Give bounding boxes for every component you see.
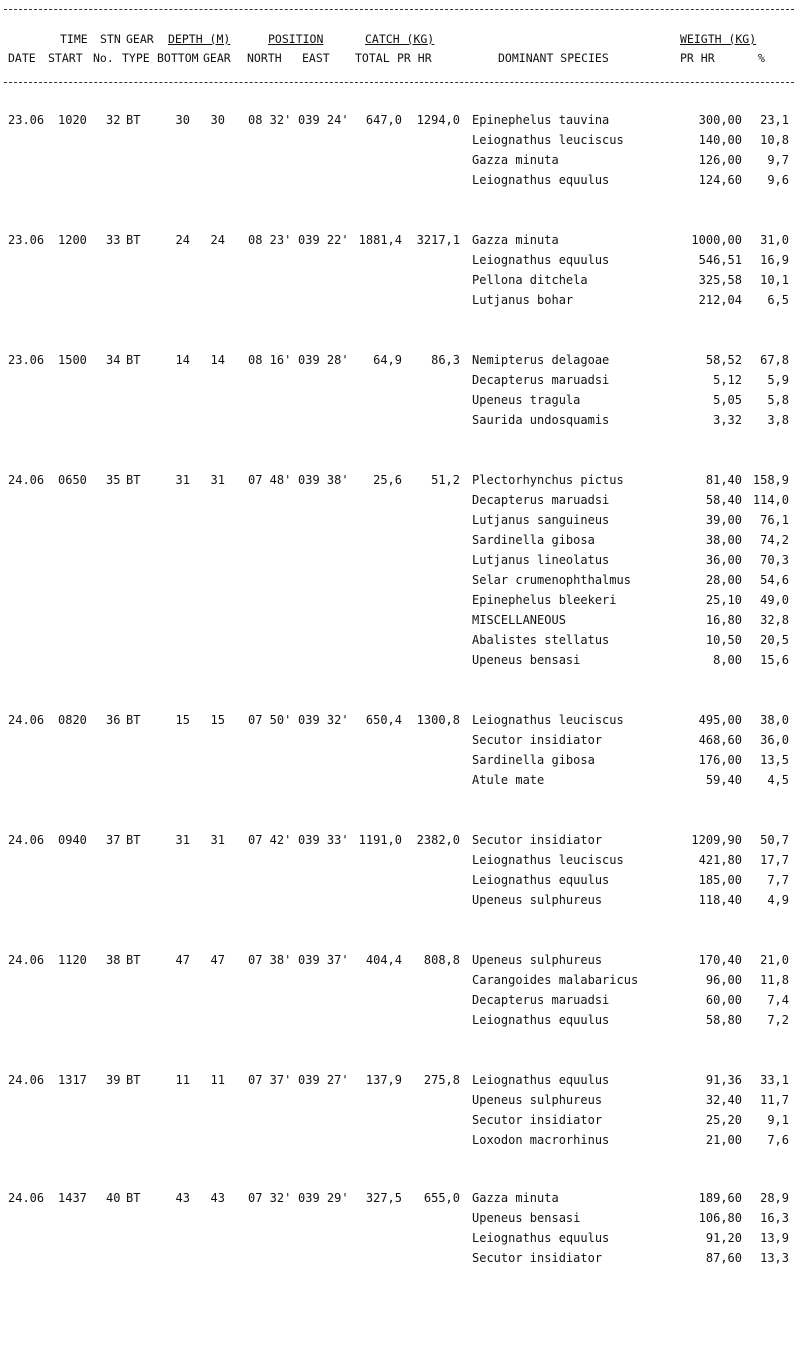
species-name: Secutor insidiator [472,1251,603,1265]
station-total: 404,4 [365,953,402,967]
station-time: 0650 [58,473,87,487]
station-depth-gear: 11 [210,1073,225,1087]
station-pr-hr: 655,0 [423,1191,460,1205]
species-percent: 49,0 [760,593,789,607]
species-percent: 4,9 [767,893,789,907]
species-name: Saurida undosquamis [472,413,610,427]
header-depth-title: DEPTH (M) [168,32,231,46]
top-rule [4,9,794,10]
station-stn: 32 [106,113,121,127]
header-total: TOTAL [355,51,390,65]
station-depth-bottom: 11 [175,1073,190,1087]
species-percent: 158,9 [752,473,789,487]
species-row [472,530,792,550]
header-weigth-pr-hr: PR HR [680,51,715,65]
station-pr-hr: 86,3 [431,353,460,367]
header-pr-hr: PR HR [397,51,432,65]
station-depth-bottom: 31 [175,833,190,847]
species-row [472,970,792,990]
species-name: Gazza minuta [472,233,559,247]
species-name: Lutjanus lineolatus [472,553,610,567]
species-percent: 15,6 [760,653,789,667]
station-north: 07 32' [248,1191,292,1205]
station-pr-hr: 1300,8 [416,713,460,727]
species-name: Decapterus maruadsi [472,993,610,1007]
species-name: Upeneus sulphureus [472,1093,603,1107]
station-stn: 40 [106,1191,121,1205]
station-date: 24.06 [8,1191,45,1205]
header-position-title: POSITION [268,32,324,46]
species-row [472,350,792,370]
species-weight: 185,00 [698,873,742,887]
species-percent: 3,8 [767,413,789,427]
species-weight: 5,12 [713,373,742,387]
species-weight: 21,00 [705,1133,742,1147]
species-weight: 28,00 [705,573,742,587]
species-weight: 91,20 [705,1231,742,1245]
species-percent: 50,7 [760,833,789,847]
species-percent: 5,8 [767,393,789,407]
species-percent: 76,1 [760,513,789,527]
species-name: Abalistes stellatus [472,633,610,647]
species-weight: 59,40 [705,773,742,787]
header-gear-top: GEAR [126,32,154,46]
species-percent: 23,1 [760,113,789,127]
species-row [472,650,792,670]
species-percent: 11,8 [760,973,789,987]
station-pr-hr: 275,8 [423,1073,460,1087]
species-percent: 9,1 [767,1113,789,1127]
species-row [472,990,792,1010]
header-percent: % [758,51,765,65]
station-east: 039 37' [298,953,349,967]
species-percent: 7,4 [767,993,789,1007]
station-date: 23.06 [8,353,45,367]
species-weight: 10,50 [705,633,742,647]
header-time-top: TIME [60,32,88,46]
species-name: Epinephelus bleekeri [472,593,617,607]
species-weight: 58,40 [705,493,742,507]
species-weight: 118,40 [698,893,742,907]
station-east: 039 32' [298,713,349,727]
species-percent: 74,2 [760,533,789,547]
species-name: Upeneus sulphureus [472,893,603,907]
species-name: Atule mate [472,773,545,787]
species-weight: 60,00 [705,993,742,1007]
station-time: 1500 [58,353,87,367]
species-weight: 212,04 [698,293,742,307]
species-name: Secutor insidiator [472,1113,603,1127]
species-weight: 3,32 [713,413,742,427]
species-name: Leiognathus equulus [472,873,610,887]
station-pr-hr: 808,8 [423,953,460,967]
species-row [472,830,792,850]
station-north: 07 38' [248,953,292,967]
header-weigth-title: WEIGTH (KG) [680,32,757,46]
species-percent: 13,5 [760,753,789,767]
species-row [472,590,792,610]
species-name: Selar crumenophthalmus [472,573,631,587]
species-name: Epinephelus tauvina [472,113,610,127]
species-row [472,1110,792,1130]
species-row [472,710,792,730]
species-percent: 16,9 [760,253,789,267]
station-time: 1437 [58,1191,87,1205]
species-row [472,370,792,390]
station-total: 650,4 [365,713,402,727]
station-stn: 38 [106,953,121,967]
station-total: 1881,4 [358,233,402,247]
species-row [472,570,792,590]
station-stn: 37 [106,833,121,847]
species-row [472,1070,792,1090]
species-percent: 28,9 [760,1191,789,1205]
species-row [472,390,792,410]
species-name: Upeneus bensasi [472,653,581,667]
station-north: 08 23' [248,233,292,247]
header-stn-top: STN [100,32,121,46]
station-stn: 39 [106,1073,121,1087]
species-name: Decapterus maruadsi [472,373,610,387]
station-depth-gear: 31 [210,833,225,847]
header-depth-gear: GEAR [203,51,231,65]
species-name: Nemipterus delagoae [472,353,610,367]
species-row [472,610,792,630]
station-depth-gear: 30 [210,113,225,127]
station-east: 039 28' [298,353,349,367]
species-name: Gazza minuta [472,153,559,167]
species-name: Lutjanus sanguineus [472,513,610,527]
station-total: 1191,0 [358,833,402,847]
species-row [472,470,792,490]
station-depth-bottom: 43 [175,1191,190,1205]
station-east: 039 38' [298,473,349,487]
station-depth-gear: 31 [210,473,225,487]
species-name: Pellona ditchela [472,273,588,287]
station-stn: 35 [106,473,121,487]
species-name: Upeneus bensasi [472,1211,581,1225]
header-date: DATE [8,51,36,65]
species-row [472,550,792,570]
station-east: 039 22' [298,233,349,247]
species-weight: 189,60 [698,1191,742,1205]
species-row [472,1090,792,1110]
species-weight: 1000,00 [691,233,742,247]
species-weight: 126,00 [698,153,742,167]
header-depth-bottom: BOTTOM [157,51,199,65]
species-percent: 54,6 [760,573,789,587]
station-total: 64,9 [373,353,402,367]
station-gear: BT [126,1073,141,1087]
species-row [472,770,792,790]
species-row [472,950,792,970]
species-weight: 325,58 [698,273,742,287]
station-date: 24.06 [8,473,45,487]
station-total: 25,6 [373,473,402,487]
species-list [472,350,792,430]
header-north: NORTH [247,51,282,65]
species-percent: 10,8 [760,133,789,147]
species-weight: 25,10 [705,593,742,607]
species-list [472,230,792,310]
species-name: Leiognathus equulus [472,1073,610,1087]
header-gear-bottom: TYPE [122,51,150,65]
header-east: EAST [302,51,330,65]
species-weight: 546,51 [698,253,742,267]
station-pr-hr: 51,2 [431,473,460,487]
species-list [472,1188,792,1268]
station-north: 07 48' [248,473,292,487]
species-percent: 32,8 [760,613,789,627]
species-weight: 5,05 [713,393,742,407]
species-name: Upeneus tragula [472,393,581,407]
species-list [472,710,792,790]
header-dominant: DOMINANT SPECIES [498,51,609,65]
species-weight: 38,00 [705,533,742,547]
species-percent: 13,3 [760,1251,789,1265]
species-row [472,850,792,870]
species-name: Leiognathus equulus [472,253,610,267]
species-weight: 170,40 [698,953,742,967]
station-gear: BT [126,233,141,247]
station-north: 08 16' [248,353,292,367]
species-name: Plectorhynchus pictus [472,473,624,487]
species-name: Loxodon macrorhinus [472,1133,610,1147]
station-gear: BT [126,953,141,967]
species-row [472,290,792,310]
species-list [472,470,792,670]
header-time-bottom: START [48,51,83,65]
station-east: 039 33' [298,833,349,847]
station-gear: BT [126,473,141,487]
species-name: Secutor insidiator [472,833,603,847]
species-row [472,1130,792,1150]
station-total: 137,9 [365,1073,402,1087]
species-weight: 58,80 [705,1013,742,1027]
species-row [472,630,792,650]
species-list [472,830,792,910]
species-percent: 16,3 [760,1211,789,1225]
species-weight: 87,60 [705,1251,742,1265]
species-name: Gazza minuta [472,1191,559,1205]
species-row [472,490,792,510]
species-weight: 8,00 [713,653,742,667]
species-row [472,890,792,910]
species-list [472,1070,792,1150]
species-weight: 421,80 [698,853,742,867]
species-percent: 11,7 [760,1093,789,1107]
station-time: 0940 [58,833,87,847]
species-percent: 4,5 [767,773,789,787]
species-name: Leiognathus equulus [472,173,610,187]
species-name: Upeneus sulphureus [472,953,603,967]
station-gear: BT [126,713,141,727]
species-weight: 36,00 [705,553,742,567]
species-weight: 300,00 [698,113,742,127]
species-weight: 91,36 [705,1073,742,1087]
station-time: 0820 [58,713,87,727]
species-row [472,250,792,270]
station-stn: 36 [106,713,121,727]
species-percent: 17,7 [760,853,789,867]
species-row [472,870,792,890]
species-name: Secutor insidiator [472,733,603,747]
header-catch-title: CATCH (KG) [365,32,435,46]
species-row [472,730,792,750]
species-percent: 21,0 [760,953,789,967]
species-weight: 106,80 [698,1211,742,1225]
species-percent: 33,1 [760,1073,789,1087]
species-percent: 38,0 [760,713,789,727]
species-name: Leiognathus equulus [472,1231,610,1245]
station-gear: BT [126,113,141,127]
species-percent: 31,0 [760,233,789,247]
station-time: 1020 [58,113,87,127]
station-depth-bottom: 15 [175,713,190,727]
station-east: 039 24' [298,113,349,127]
species-percent: 13,9 [760,1231,789,1245]
station-depth-bottom: 24 [175,233,190,247]
species-percent: 7,2 [767,1013,789,1027]
species-row [472,170,792,190]
station-block [0,470,800,667]
species-percent: 20,5 [760,633,789,647]
species-weight: 1209,90 [691,833,742,847]
species-percent: 67,8 [760,353,789,367]
species-name: Sardinella gibosa [472,533,595,547]
species-percent: 6,5 [767,293,789,307]
species-list [472,950,792,1030]
species-percent: 9,7 [767,153,789,167]
station-north: 08 32' [248,113,292,127]
species-weight: 495,00 [698,713,742,727]
species-row [472,510,792,530]
species-row [472,230,792,250]
species-row [472,150,792,170]
species-name: Decapterus maruadsi [472,493,610,507]
species-weight: 39,00 [705,513,742,527]
station-date: 23.06 [8,233,45,247]
species-percent: 70,3 [760,553,789,567]
species-name: Leiognathus leuciscus [472,713,624,727]
species-row [472,750,792,770]
species-name: Carangoides malabaricus [472,973,639,987]
species-weight: 32,40 [705,1093,742,1107]
species-percent: 7,6 [767,1133,789,1147]
station-depth-gear: 24 [210,233,225,247]
station-total: 647,0 [365,113,402,127]
species-name: Sardinella gibosa [472,753,595,767]
species-percent: 10,1 [760,273,789,287]
species-row [472,1188,792,1208]
station-north: 07 37' [248,1073,292,1087]
species-name: Leiognathus leuciscus [472,133,624,147]
station-pr-hr: 3217,1 [416,233,460,247]
station-stn: 33 [106,233,121,247]
station-depth-bottom: 47 [175,953,190,967]
species-percent: 114,0 [752,493,789,507]
station-gear: BT [126,1191,141,1205]
species-row [472,1010,792,1030]
species-weight: 16,80 [705,613,742,627]
station-depth-gear: 14 [210,353,225,367]
station-stn: 34 [106,353,121,367]
station-block [0,1188,800,1368]
station-east: 039 29' [298,1191,349,1205]
species-name: Leiognathus equulus [472,1013,610,1027]
station-gear: BT [126,833,141,847]
species-row [472,130,792,150]
species-row [472,1228,792,1248]
station-time: 1317 [58,1073,87,1087]
header-stn-bottom: No. [93,51,114,65]
species-weight: 81,40 [705,473,742,487]
species-weight: 96,00 [705,973,742,987]
species-weight: 176,00 [698,753,742,767]
station-time: 1120 [58,953,87,967]
station-gear: BT [126,353,141,367]
species-weight: 140,00 [698,133,742,147]
station-pr-hr: 1294,0 [416,113,460,127]
station-date: 24.06 [8,953,45,967]
station-date: 23.06 [8,113,45,127]
station-north: 07 42' [248,833,292,847]
header-rule [4,82,794,83]
station-depth-gear: 47 [210,953,225,967]
station-north: 07 50' [248,713,292,727]
species-weight: 124,60 [698,173,742,187]
station-depth-gear: 43 [210,1191,225,1205]
species-row [472,270,792,290]
species-percent: 9,6 [767,173,789,187]
station-date: 24.06 [8,713,45,727]
station-pr-hr: 2382,0 [416,833,460,847]
station-depth-bottom: 30 [175,113,190,127]
station-date: 24.06 [8,833,45,847]
station-total: 327,5 [365,1191,402,1205]
station-depth-gear: 15 [210,713,225,727]
station-depth-bottom: 14 [175,353,190,367]
species-weight: 25,20 [705,1113,742,1127]
species-percent: 7,7 [767,873,789,887]
station-date: 24.06 [8,1073,45,1087]
species-row [472,110,792,130]
species-row [472,410,792,430]
station-depth-bottom: 31 [175,473,190,487]
species-weight: 58,52 [705,353,742,367]
species-row [472,1208,792,1228]
species-row [472,1248,792,1268]
species-percent: 5,9 [767,373,789,387]
species-list [472,110,792,190]
station-east: 039 27' [298,1073,349,1087]
species-percent: 36,0 [760,733,789,747]
species-name: Lutjanus bohar [472,293,574,307]
species-name: MISCELLANEOUS [472,613,566,627]
species-name: Leiognathus leuciscus [472,853,624,867]
station-time: 1200 [58,233,87,247]
species-weight: 468,60 [698,733,742,747]
